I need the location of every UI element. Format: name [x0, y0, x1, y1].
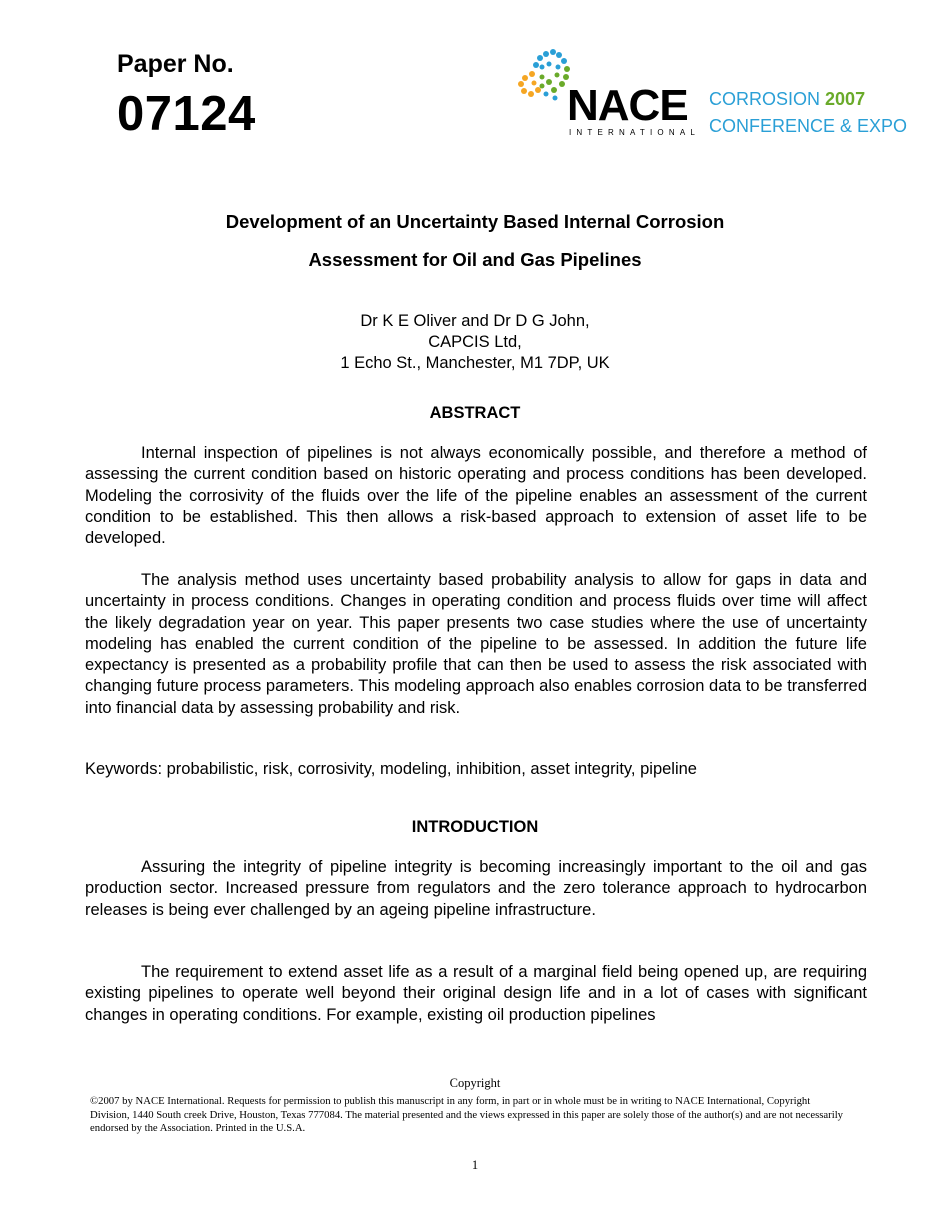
abstract-paragraph-1: Internal inspection of pipelines is not always economically possible, and therefore a method of assessing the current condition based on historic operating and process conditions has been developed. Modeling the corrosivity of the fluids over the life of the pipeline enables an assessment of the current condition to be established. This then allows a risk-based approach to extension of asset life to be developed.: [85, 444, 867, 548]
conference-line-1: [709, 90, 865, 108]
page-number: 1: [471, 1158, 479, 1172]
conference-year: 2007: [825, 89, 866, 109]
nace-wordmark: NACE: [567, 81, 688, 130]
paper-label: Paper No.: [117, 50, 234, 78]
abstract-heading: ABSTRACT: [429, 404, 521, 422]
introduction-heading: INTRODUCTION: [411, 818, 539, 836]
introduction-paragraph-1: Assuring the integrity of pipeline integrity is becoming increasingly important to the oil and gas production sector. Increased pressure from regulators and the zero tolerance approach to hydrocarbon releases is being ever challenged by an ageing pipeline infrastructure.: [85, 858, 867, 919]
conference-name: CORROSION: [709, 89, 821, 109]
paper-title-line-2: Assessment for Oil and Gas Pipelines: [308, 249, 642, 270]
abstract-paragraph-2: The analysis method uses uncertainty based probability analysis to allow for gaps in data and uncertainty in process conditions. Changes in operating condition and process fluids over time will affect the likely degradation year on year. This paper presents two case studies where the use of uncertainty modeling has enabled the current condition of the pipeline to be assessed. In addition the future life expectancy is presented as a probability profile that can then be used to assess the risk associated with changing future process parameters. This modeling approach also enables corrosion data to be transferred into financial data by assessing probability and risk.: [85, 571, 867, 717]
author-address: 1 Echo St., Manchester, M1 7DP, UK: [340, 354, 610, 372]
introduction-paragraph-2: The requirement to extend asset life as a result of a marginal field being opened up, are requiring existing pipelines to operate well beyond their original design life and in a lot of cases with significant changes in operating conditions. For example, existing oil production pipelines: [85, 963, 867, 1024]
author-company: CAPCIS Ltd,: [428, 333, 522, 351]
paper-title-line-1: Development of an Uncertainty Based Internal Corrosion: [225, 211, 725, 232]
nace-international-label: INTERNATIONAL: [569, 128, 701, 137]
author-names: Dr K E Oliver and Dr D G John,: [360, 312, 590, 330]
keywords: Keywords: probabilistic, risk, corrosivity, modeling, inhibition, asset integrity, pipeline: [85, 760, 697, 778]
paper-number: 07124: [117, 87, 256, 141]
dot-cluster-icon: [518, 49, 570, 101]
copyright-title: Copyright: [449, 1076, 501, 1090]
copyright-notice: ©2007 by NACE International. Requests for permission to publish this manuscript in any form, in part or in whole must be in writing to NACE International, Copyright Division, 1440 South creek Drive, Houston, Texas 777084. The material presented and the views expressed in this paper are solely those of the author(s) and are not necessarily endorsed by the Association. Printed in the U.S.A.: [90, 1095, 844, 1135]
conference-line-2: CONFERENCE & EXPO: [709, 116, 908, 136]
